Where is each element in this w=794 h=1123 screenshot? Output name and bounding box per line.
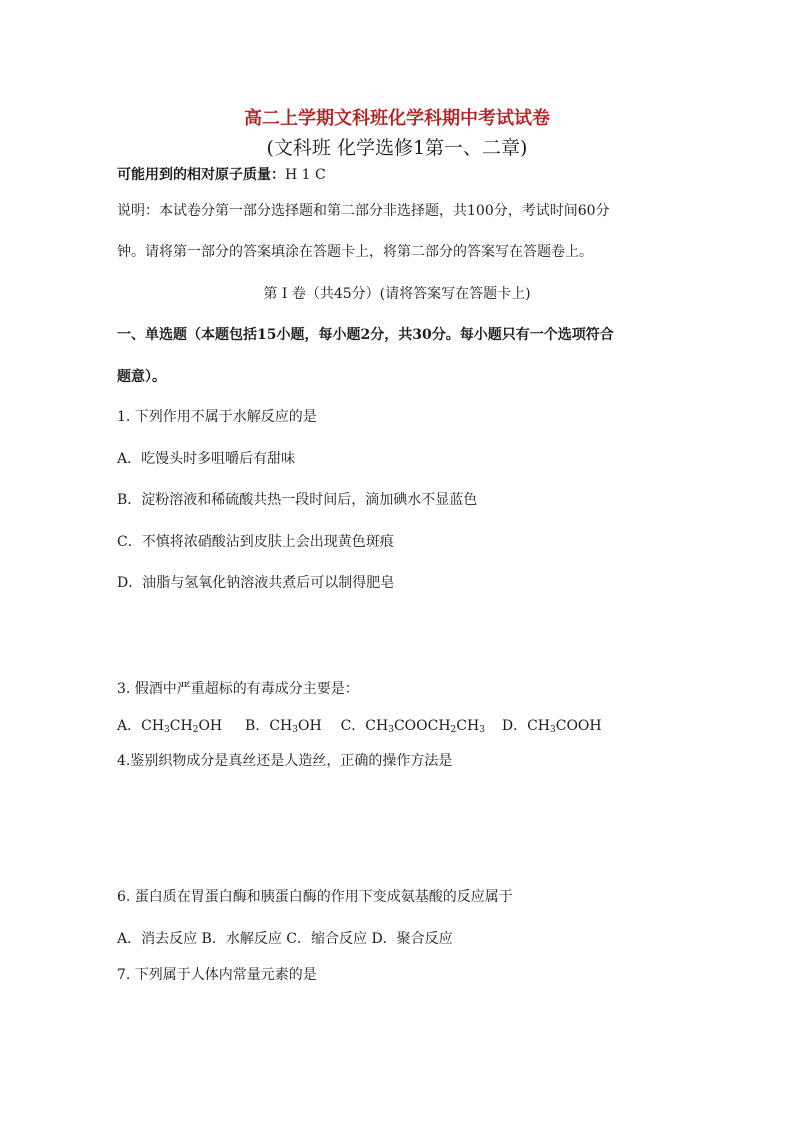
question-6-options: A．消去反应 B．水解反应 C．缩合反应 D．聚合反应	[117, 931, 453, 947]
question-3-option-b: B．$CH_3OH$	[245, 718, 322, 735]
question-3-option-a: A．$CH_3CH_2OH$	[117, 718, 223, 735]
question-3-option-d: D．$CH_3COOH$	[501, 718, 602, 735]
question-6-stem: 6. 蛋白质在胃蛋白酶和胰蛋白酶的作用下变成氨基酸的反应属于	[117, 889, 513, 905]
question-1-option-d: D．油脂与氢氧化钠溶液共煮后可以制得肥皂	[117, 575, 395, 591]
atomic-mass-line	[117, 164, 326, 184]
question-3-options	[117, 715, 602, 735]
question-7-stem: 7. 下列属于人体内常量元素的是	[117, 967, 317, 983]
question-3-stem: 3. 假酒中严重超标的有毒成分主要是：	[117, 681, 359, 697]
exam-subtitle: (文科班 化学选修1第一、二章)	[266, 137, 528, 159]
question-1-option-a: A．吃馒头时多咀嚼后有甜味	[117, 451, 296, 467]
atomic-mass-values: H 1 C	[285, 167, 326, 183]
instructions-line-2: 钟。请将第一部分的答案填涂在答题卡上，将第二部分的答案写在答题卷上。	[117, 244, 593, 260]
atomic-mass-label: 可能用到的相对原子质量：	[117, 167, 285, 183]
part1-heading: 第 I 卷（共45分）(请将答案写在答题卡上)	[263, 286, 531, 302]
exam-title: 高二上学期文科班化学科期中考试试卷	[244, 108, 550, 129]
question-4-stem: 4.鉴别织物成分是真丝还是人造丝，正确的操作方法是	[117, 753, 453, 769]
section1-heading-line-2: 题意）。	[117, 369, 166, 385]
instructions-line-1: 说明：本试卷分第一部分选择题和第二部分非选择题，共100分，考试时间60分	[117, 203, 610, 219]
question-3-option-c: C．$CH_3COOCH_2CH_3$	[340, 718, 485, 735]
question-1-option-b: B．淀粉溶液和稀硫酸共热一段时间后，滴加碘水不显蓝色	[117, 492, 478, 508]
section1-heading-line-1: 一、单选题（本题包括15小题，每小题2分，共30分。每小题只有一个选项符合	[117, 327, 614, 343]
question-1-stem: 1. 下列作用不属于水解反应的是	[117, 409, 317, 425]
question-1-option-c: C．不慎将浓硝酸沾到皮肤上会出现黄色斑痕	[117, 534, 394, 550]
